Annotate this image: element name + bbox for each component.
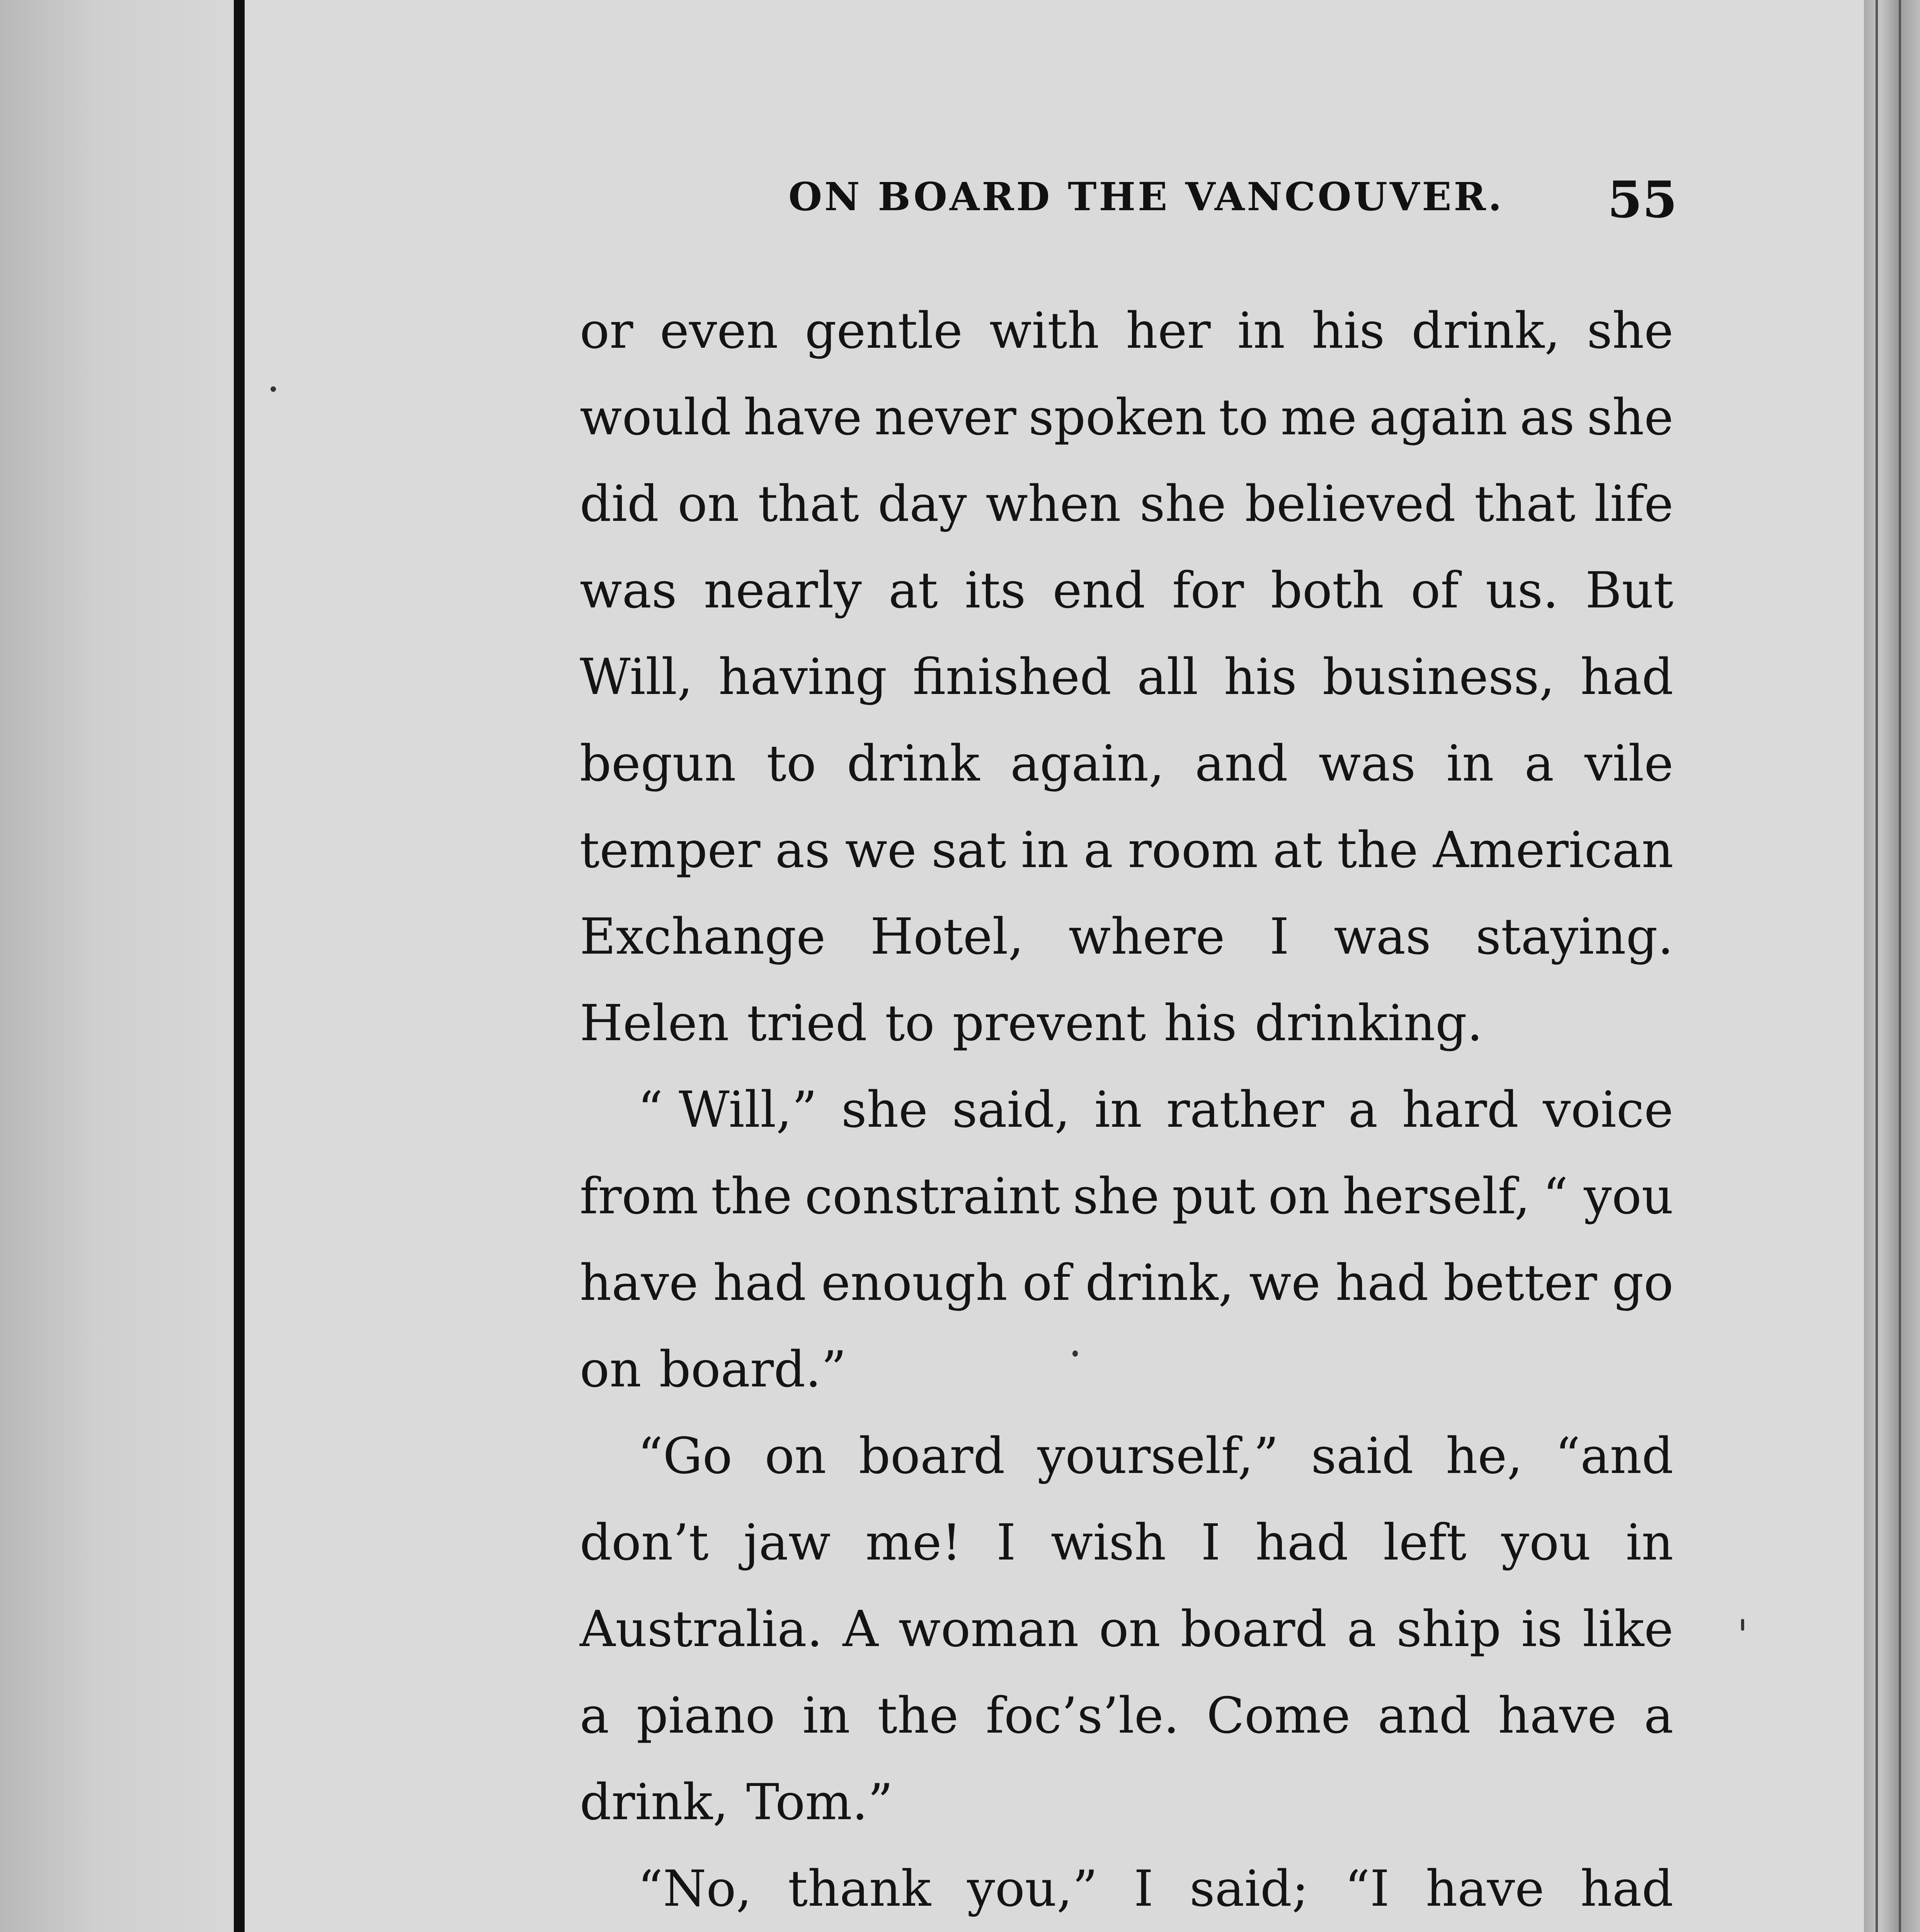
running-head — [788, 170, 1677, 243]
word: “I — [1345, 1860, 1390, 1918]
word: he, — [1446, 1427, 1523, 1485]
word: ship — [1396, 1600, 1501, 1658]
word: had — [713, 1254, 807, 1312]
word: on — [1099, 1600, 1161, 1658]
word: said, — [952, 1081, 1071, 1139]
edge-line — [1899, 0, 1901, 1932]
word: said; — [1189, 1860, 1309, 1918]
word: we — [1249, 1254, 1321, 1312]
word: in — [1021, 821, 1069, 879]
word: spoken — [1028, 389, 1207, 446]
word: both — [1270, 562, 1384, 619]
word: herself, — [1342, 1168, 1530, 1225]
word: to — [766, 735, 817, 793]
word: finished — [912, 648, 1112, 706]
word: I — [1270, 908, 1289, 966]
word: she — [1587, 389, 1673, 446]
word: left — [1383, 1514, 1467, 1571]
word: you,” — [967, 1860, 1098, 1918]
word: she — [1587, 302, 1673, 360]
word: have — [1425, 1860, 1544, 1918]
word: on — [677, 475, 739, 533]
word: to — [1219, 389, 1269, 446]
word: temper — [580, 821, 761, 879]
word: better — [1443, 1254, 1597, 1312]
word: end — [1052, 562, 1146, 619]
word: a — [1644, 1687, 1673, 1745]
text-line — [580, 548, 1673, 634]
word: as — [1520, 389, 1575, 446]
word: staying. — [1476, 908, 1673, 966]
word: and — [1195, 735, 1288, 793]
word: all — [1137, 648, 1198, 706]
word: even — [660, 302, 778, 360]
word: have — [1498, 1687, 1617, 1745]
word: on — [1268, 1168, 1330, 1225]
word: I — [996, 1514, 1016, 1571]
word: to — [885, 995, 935, 1052]
word: did — [580, 475, 659, 533]
word: its — [965, 562, 1026, 619]
word: me! — [865, 1514, 962, 1571]
word: Come — [1207, 1687, 1351, 1745]
word: she — [1072, 1168, 1159, 1225]
word: American — [1433, 821, 1673, 879]
word: voice — [1543, 1081, 1673, 1139]
word: a — [580, 1687, 609, 1745]
word: “and — [1555, 1427, 1673, 1485]
word: Will, — [580, 648, 693, 706]
word: yourself,” — [1037, 1427, 1279, 1485]
word: drink, — [1085, 1254, 1234, 1312]
word: I — [1201, 1514, 1221, 1571]
word: we — [845, 821, 917, 879]
word: her — [1126, 302, 1211, 360]
page-number: 55 — [1607, 170, 1677, 229]
word: drink, — [1411, 302, 1561, 360]
word: was — [1318, 735, 1416, 793]
word: gentle — [805, 302, 963, 360]
word: life — [1594, 475, 1673, 533]
scan-speck — [1072, 1350, 1078, 1357]
word: I — [1134, 1860, 1154, 1918]
word: a — [1348, 1081, 1378, 1139]
text-line — [580, 634, 1673, 721]
text-line — [580, 461, 1673, 548]
text-line — [580, 894, 1673, 980]
word: you — [1501, 1514, 1591, 1571]
word: room — [1128, 821, 1258, 879]
word: have — [743, 389, 862, 446]
word: said — [1311, 1427, 1414, 1485]
word: that — [1474, 475, 1576, 533]
word: never — [874, 389, 1016, 446]
word: don’t — [580, 1514, 709, 1571]
word: like — [1582, 1600, 1673, 1658]
text-line — [580, 1759, 1673, 1846]
word: was — [1334, 908, 1431, 966]
word: enough — [821, 1254, 1008, 1312]
word: Exchange — [580, 908, 826, 966]
word: on — [580, 1341, 642, 1398]
word: board — [1180, 1600, 1327, 1658]
text-line — [580, 1586, 1673, 1673]
word: having — [718, 648, 887, 706]
word: is — [1521, 1600, 1563, 1658]
text-line — [580, 1413, 1673, 1500]
word: would — [580, 389, 731, 446]
running-title: ON BOARD THE VANCOUVER. — [788, 174, 1504, 219]
word: wish — [1050, 1514, 1166, 1571]
text-line — [580, 1067, 1673, 1153]
facing-page-edge — [0, 0, 240, 1932]
word: me — [1280, 389, 1357, 446]
word: of — [1022, 1254, 1071, 1312]
word: believed — [1245, 475, 1456, 533]
word: she — [841, 1081, 928, 1139]
word: day — [878, 475, 967, 533]
word: his — [1164, 995, 1237, 1052]
word: go — [1612, 1254, 1673, 1312]
word: in — [1446, 735, 1494, 793]
word: had — [1580, 648, 1673, 706]
word: business, — [1322, 648, 1555, 706]
word: that — [758, 475, 859, 533]
word: again, — [1010, 735, 1164, 793]
word: have — [580, 1254, 698, 1312]
word: piano — [637, 1687, 775, 1745]
text-line — [580, 1240, 1673, 1327]
word: was — [580, 562, 677, 619]
scan-speck — [271, 386, 276, 392]
text-line — [580, 1327, 1673, 1413]
word: drink, — [580, 1774, 729, 1831]
word: foc’s’le. — [986, 1687, 1180, 1745]
word: nearly — [703, 562, 862, 619]
word: “ you — [1543, 1168, 1673, 1225]
text-line — [580, 721, 1673, 807]
word: Helen — [580, 995, 729, 1052]
word: at — [1273, 821, 1323, 879]
word: woman — [898, 1600, 1079, 1658]
word: when — [986, 475, 1121, 533]
text-line — [580, 1673, 1673, 1759]
word: tried — [747, 995, 867, 1052]
word: drink — [847, 735, 980, 793]
word: “ Will,” — [638, 1081, 817, 1139]
word: again — [1369, 389, 1508, 446]
word: Hotel, — [870, 908, 1024, 966]
word: board.” — [659, 1341, 847, 1398]
word: the — [1337, 821, 1418, 879]
scan-speck — [1741, 1619, 1744, 1631]
text-line — [580, 288, 1673, 374]
word: Tom.” — [746, 1774, 893, 1831]
word: vile — [1585, 735, 1673, 793]
word: at — [889, 562, 938, 619]
word: “No, — [638, 1860, 752, 1918]
word: with — [989, 302, 1100, 360]
word: us. — [1485, 562, 1559, 619]
word: or — [580, 302, 633, 360]
word: had — [1255, 1514, 1348, 1571]
text-line — [580, 980, 1673, 1067]
word: in — [1626, 1514, 1673, 1571]
word: where — [1068, 908, 1225, 966]
word: a — [1083, 821, 1113, 879]
book-gutter — [234, 0, 245, 1932]
word: had — [1580, 1860, 1673, 1918]
text-line — [580, 374, 1673, 461]
word: But — [1585, 562, 1673, 619]
word: drinking. — [1254, 995, 1483, 1052]
word: Australia. — [580, 1600, 823, 1658]
page-fore-edge — [1864, 0, 1920, 1932]
word: had — [1335, 1254, 1429, 1312]
word: in — [1094, 1081, 1142, 1139]
word: the — [877, 1687, 959, 1745]
word: sat — [931, 821, 1006, 879]
text-line — [580, 1153, 1673, 1240]
word: the — [711, 1168, 792, 1225]
word: of — [1411, 562, 1459, 619]
word: put — [1172, 1168, 1256, 1225]
edge-line — [1876, 0, 1878, 1932]
word: thank — [788, 1860, 931, 1918]
text-line — [580, 1500, 1673, 1586]
word: board — [858, 1427, 1005, 1485]
word: rather — [1166, 1081, 1324, 1139]
word: in — [1237, 302, 1285, 360]
word: on — [764, 1427, 827, 1485]
word: she — [1139, 475, 1226, 533]
word: hard — [1402, 1081, 1519, 1139]
word: in — [802, 1687, 850, 1745]
word: his — [1224, 648, 1297, 706]
word: “Go — [638, 1427, 732, 1485]
text-line — [580, 1846, 1673, 1932]
word: for — [1172, 562, 1244, 619]
word: and — [1377, 1687, 1471, 1745]
word: from — [580, 1168, 698, 1225]
word: his — [1312, 302, 1385, 360]
word: jaw — [743, 1514, 831, 1571]
word: a — [1524, 735, 1554, 793]
word: prevent — [952, 995, 1146, 1052]
text-line — [580, 807, 1673, 894]
word: A — [843, 1600, 878, 1658]
word: begun — [580, 735, 736, 793]
word: as — [775, 821, 830, 879]
body-text — [580, 288, 1673, 1932]
word: constraint — [805, 1168, 1060, 1225]
word: a — [1347, 1600, 1377, 1658]
